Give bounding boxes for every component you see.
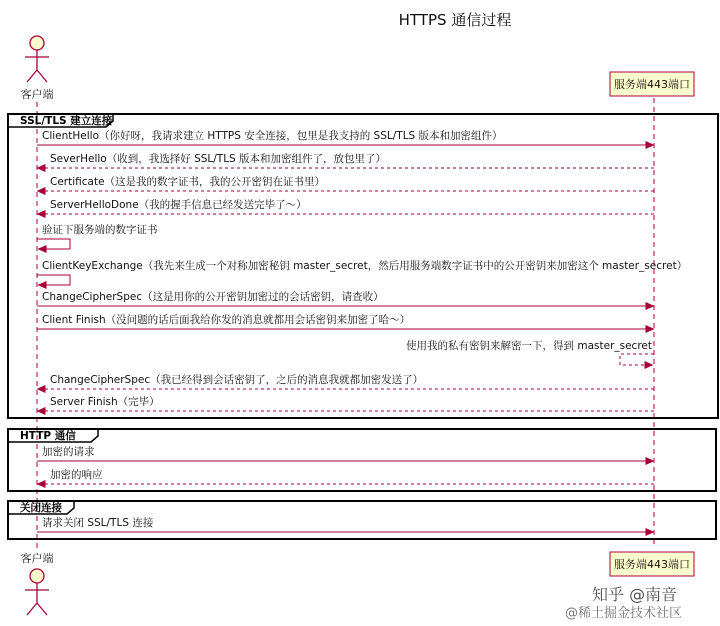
message-14 [37,516,654,532]
message-arrow [620,354,654,365]
message-3 [37,175,654,191]
server-label-top: 服务端443端口 [614,78,690,91]
message-1 [37,129,654,145]
message-label: 加密的请求 [42,446,95,458]
message-4 [37,198,654,214]
message-13 [37,468,654,484]
watermark-juejin: @稀土掘金技术社区 [565,606,683,621]
message-label: Certificate（这是我的数字证书，我的公开密钥在证书里） [50,176,326,188]
client-actor-top [21,36,54,101]
message-6 [37,259,687,285]
message-label: 验证下服务端的数字证书 [42,224,158,236]
message-7 [37,290,654,306]
message-label: ServerHelloDone（我的握手信息已经发送完毕了～） [50,199,307,211]
group-label-close: 关闭连接 [20,502,62,514]
message-2 [37,152,654,168]
server-label-bottom: 服务端443端口 [614,558,690,571]
message-12 [37,445,654,461]
client-actor-bottom [21,551,54,615]
group-label-ssl-tls: SSL/TLS 建立连接 [20,115,113,127]
client-label-bottom: 客户端 [20,552,54,565]
message-11 [37,395,654,411]
server-participant-top [610,72,694,96]
message-5 [37,223,158,249]
message-label: 使用我的私有密钥来解密一下，得到 master_secret [406,340,652,352]
group-http [8,429,716,491]
message-label: ChangeCipherSpec（这是用你的公开密钥加密过的会话密钥，请查收） [42,291,384,303]
message-label: ChangeCipherSpec（我已经得到会话密钥了，之后的消息我就都加密发送了） [50,374,424,386]
message-8 [37,313,654,329]
message-arrow [37,239,70,249]
message-label: 加密的响应 [50,469,103,481]
actor-figure-icon [25,36,49,82]
group-label-http: HTTP 通信 [20,430,76,442]
message-10 [37,373,654,389]
message-label: ClientHello（你好呀，我请求建立 HTTPS 安全连接，包里是我支持的 SSL/TLS 版本和加密组件） [42,130,503,142]
message-9 [406,339,654,365]
message-label: ClientKeyExchange（我先来生成一个对称加密秘钥 master_secret，然后用服务端数字证书中的公开密钥来加密这个 master_secret） [42,260,688,272]
message-list [37,129,687,532]
message-label: SeverHello（收到，我选择好 SSL/TLS 版本和加密组件了，放包里了） [50,153,387,165]
message-label: Client Finish（没问题的话后面我给你发的消息就都用会话密钥来加密了哈～） [42,314,411,326]
actor-figure-icon [25,569,49,615]
diagram-title: HTTPS 通信过程 [398,11,512,29]
message-label: 请求关闭 SSL/TLS 连接 [42,517,154,529]
server-participant-bottom [610,552,694,576]
message-arrow [37,275,70,285]
client-label-top: 客户端 [20,88,54,101]
message-label: Server Finish（完毕） [50,396,160,408]
watermark-zhihu: 知乎 @南音 [592,585,678,604]
